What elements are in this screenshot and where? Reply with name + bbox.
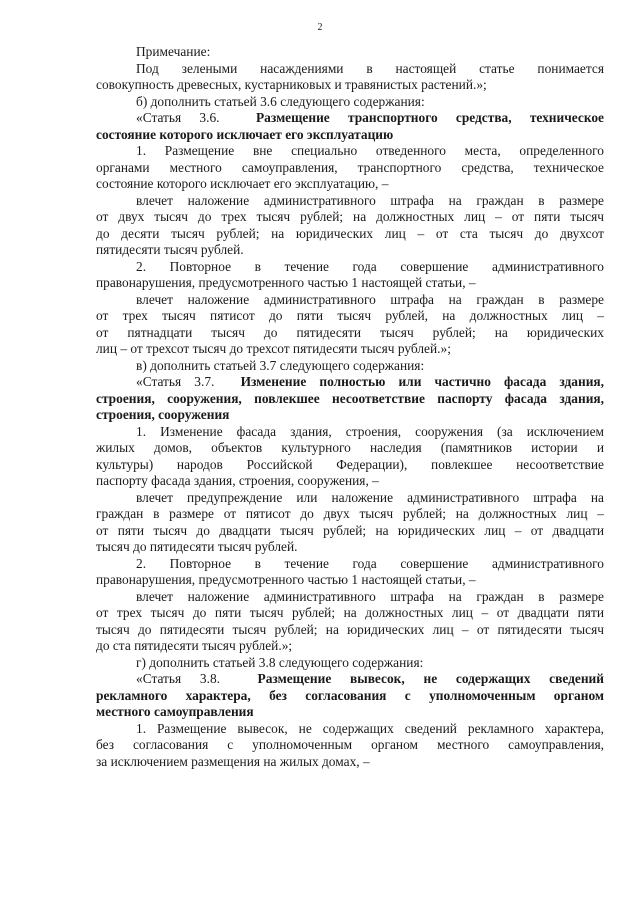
article-3-7-part-2: 2. Повторное в течение года совершение административного правонарушения, предусмотренного частью 1 настоящей статьи, – [96,555,604,587]
page-number: 2 [317,22,323,33]
article-3-6-part-1-penalty: влечет наложение административного штрафа на граждан в размере от двух тысяч до трех тысяч рублей; на должностных лиц – от пяти тысяч до десяти тысяч рублей; на юридических лиц – от ста тысяч до двухсот пятидесяти тысяч рублей. [96,192,604,257]
article-3-6-part-1: 1. Размещение вне специально отведенного места, определенного органами местного самоуправления, транспортного средства, техническое состояние которого исключает его эксплуатацию, – [96,143,604,191]
article-3-6-heading: «Статья 3.6. Размещение транспортного средства, техническое состояние которого исключает его эксплуатацию [96,110,604,142]
amendment-b: б) дополнить статьей 3.6 следующего содержания: [136,93,425,109]
article-3-8-part-1: 1. Размещение вывесок, не содержащих сведений рекламного характера, без согласования с уполномоченным органом местного самоуправления, за исключением размещения на жилых домах, – [96,720,604,769]
article-3-7-part-1-penalty: влечет предупреждение или наложение административного штрафа на граждан в размере от пятисот до двух тысяч рублей; на должностных лиц – от пяти тысяч до двадцати тысяч рублей; на юридических лиц – от двадцати тысяч до пятидесяти тысяч рублей. [96,489,604,554]
amendment-g: г) дополнить статьей 3.8 следующего содержания: [136,654,424,670]
article-3-6-part-2-penalty: влечет наложение административного штрафа на граждан в размере от трех тысяч пятисот до пяти тысяч рублей, на должностных лиц – от пятнадцати тысяч до пятидесяти тысяч рублей; на юридических лиц – от трехсот тысяч до трехсот пятидесяти тысяч рублей.»; [96,291,604,356]
article-3-8-heading: «Статья 3.8. Размещение вывесок, не содержащих сведений рекламного характера, без согласования с уполномоченным органом местного самоуправления [96,671,604,719]
note-text: Под зелеными насаждениями в настоящей статье понимается совокупность древесных, кустарниковых и травянистых растений.»; [96,60,604,92]
amendment-v: в) дополнить статьей 3.7 следующего содержания: [136,357,425,373]
article-3-7-part-1: 1. Изменение фасада здания, строения, сооружения (за исключением жилых домов, объектов культурного наследия (памятников истории и культуры) народов Российской Федерации), повлекшее несоответствие паспорту фасада здания, строения, сооружения, – [96,423,604,488]
article-3-7-heading: «Статья 3.7. Изменение полностью или частично фасада здания, строения, сооружения, повлекшее несоответствие паспорту фасада здания, строения, сооружения [96,374,605,422]
note-heading: Примечание: [136,44,211,59]
document-body [96,44,604,770]
article-3-6-part-2: 2. Повторное в течение года совершение административного правонарушения, предусмотренного частью 1 настоящей статьи, – [96,258,604,290]
article-3-7-part-2-penalty: влечет наложение административного штрафа на граждан в размере от трех тысяч до пяти тысяч рублей; на должностных лиц – от двадцати пяти тысяч до пятидесяти тысяч рублей; на юридических лиц – от пятидесяти тысяч до ста пятидесяти тысяч рублей.»; [96,588,604,653]
